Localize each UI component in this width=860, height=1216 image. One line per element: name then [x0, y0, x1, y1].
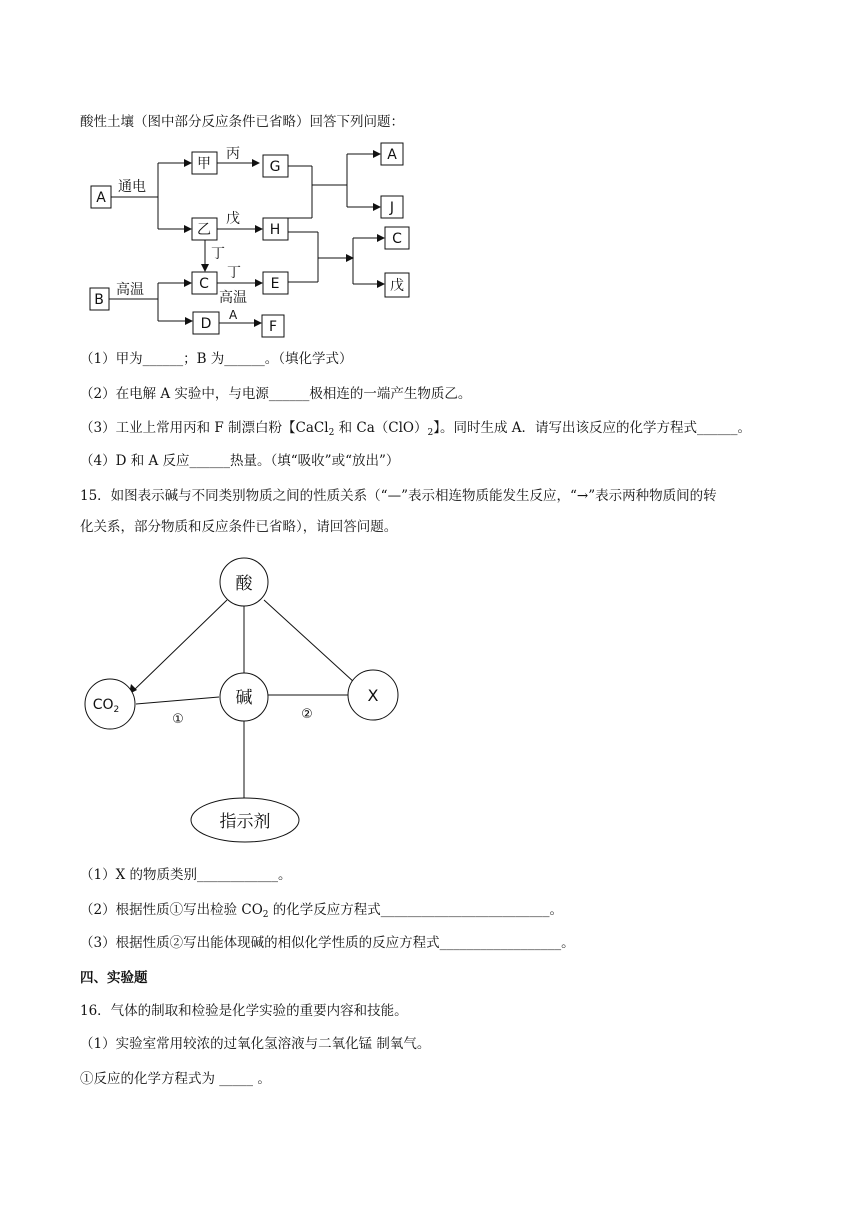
q14-part3-sub1: 2 [328, 428, 335, 438]
node-x: X [367, 686, 379, 705]
property-mark-1: ① [172, 712, 184, 727]
q14-part2: （2）在电解 A 实验中，与电源______极相连的一端产生物质乙。 [80, 386, 472, 402]
q15-part2 [80, 901, 563, 924]
node-co2-sub: 2 [113, 705, 120, 715]
box-c: C [199, 276, 209, 292]
node-co2-main: CO [92, 697, 114, 713]
q14-part4: （4）D 和 A 反应______热量。（填“吸收”或“放出”） [80, 453, 400, 469]
box-b: B [94, 292, 104, 308]
q15-part1: （1）X 的物质类别____________。 [80, 867, 292, 883]
box-d: D [200, 316, 212, 332]
node-base: 碱 [235, 688, 253, 708]
box-g: G [269, 159, 281, 175]
q14-part1: （1）甲为______；B 为______。（填化学式） [80, 351, 353, 367]
label-gaowen2: 高温 [219, 290, 247, 306]
property-mark-2: ② [301, 707, 313, 722]
box-wu2: 戊 [390, 278, 404, 294]
label-ding1: 丁 [211, 246, 225, 262]
q15-part3: （3）根据性质②写出能体现碱的相似化学性质的反应方程式__________________。 [80, 935, 575, 951]
box-j: J [389, 200, 395, 216]
q16-part1-sub1: ①反应的化学方程式为 _____ 。 [80, 1071, 271, 1087]
node-acid: 酸 [235, 574, 253, 594]
box-f: F [268, 319, 278, 335]
q14-part3-text-a: （3）工业上常用丙和 F 制漂白粉【CaCl [80, 420, 329, 436]
q14-part3-text-c: 】。同时生成 A．请写出该反应的化学方程式______。 [433, 420, 752, 436]
intro-text: 酸性土壤（图中部分反应条件已省略）回答下列问题： [80, 114, 404, 130]
label-ding2: 丁 [227, 265, 241, 281]
label-gaowen1: 高温 [116, 282, 144, 298]
section-heading: 四、实验题 [80, 970, 148, 986]
label-bing: 丙 [226, 146, 240, 162]
q15-part2-text-b: 的化学反应方程式_________________________。 [268, 902, 564, 918]
box-a: A [96, 190, 106, 206]
q16-stem: 16．气体的制取和检验是化学实验的重要内容和技能。 [80, 1003, 408, 1019]
label-wu: 戊 [226, 211, 240, 227]
box-c2: C [392, 231, 402, 247]
q15-stem-line1: 15．如图表示碱与不同类别物质之间的性质关系（“—”表示相连物质能发生反应，“→”表示两种物质间的转 [80, 488, 717, 504]
q16-part1: （1）实验室常用较浓的过氧化氢溶液与二氧化锰 制氧气。 [80, 1036, 431, 1052]
q14-part3-text-b: 和 Ca（ClO） [334, 420, 428, 436]
label-tongdian: 通电 [118, 179, 146, 195]
box-yi: 乙 [197, 222, 211, 238]
box-a2: A [387, 147, 397, 163]
q15-part2-sub: 2 [262, 910, 269, 920]
q14-part3-sub2: 2 [427, 428, 434, 438]
node-indicator: 指示剂 [219, 812, 271, 832]
box-jia: 甲 [197, 156, 211, 172]
label-a-condition: A [229, 308, 238, 322]
q15-stem-line2: 化关系，部分物质和反应条件已省略），请回答问题。 [80, 519, 398, 535]
box-h: H [269, 222, 281, 238]
q15-part2-text-a: （2）根据性质①写出检验 CO [80, 902, 263, 918]
box-e: E [270, 276, 280, 292]
